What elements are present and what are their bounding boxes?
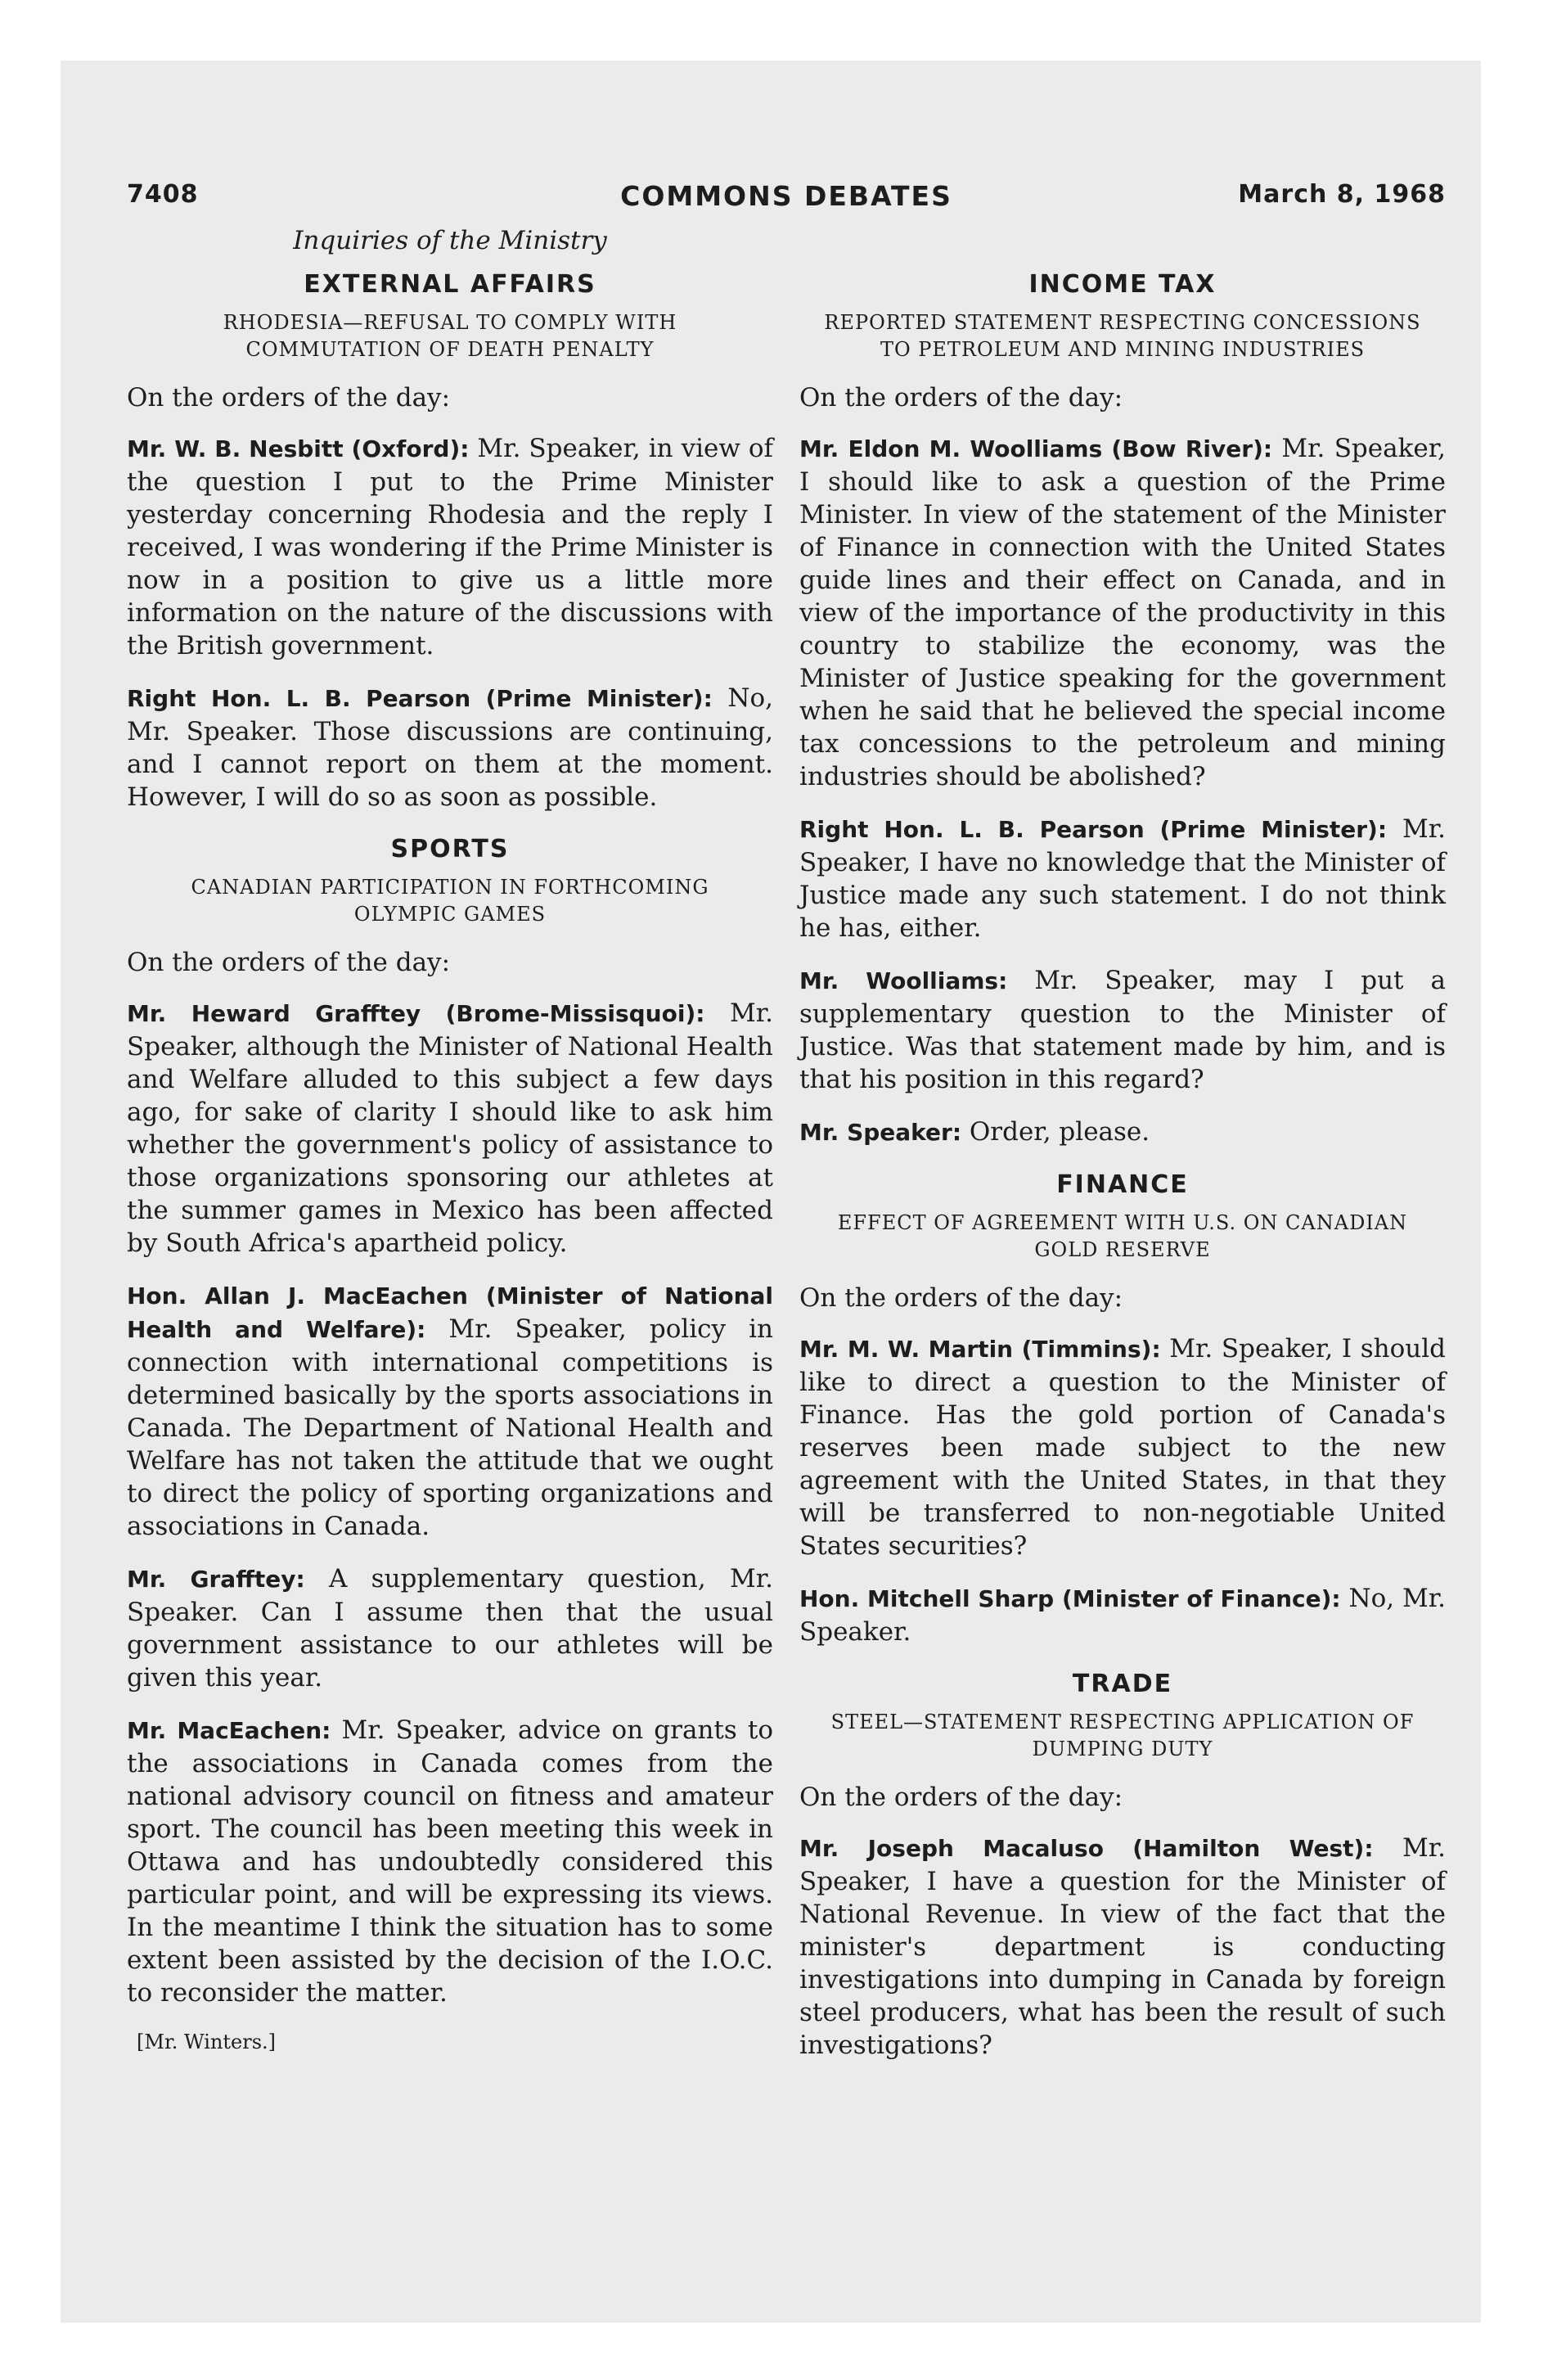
speech-text: Order, please. — [961, 1117, 1150, 1147]
speech-paragraph — [799, 1582, 1446, 1648]
speech-text: Mr. Speaker, may I put a supplementary question to the Minister of Justice. Was that statement made by him, and is that his position in this regard? — [799, 966, 1446, 1094]
speaker-name: Mr. M. W. Martin (Timmins): — [799, 1336, 1161, 1363]
speech-text: Mr. Speaker, I should like to direct a question to the Minister of Finance. Has the gold portion of Canada's reserves been made subject to the new agreement with the United States, in that they will be transferred to non-negotiable United States securities? — [799, 1334, 1446, 1561]
issue-date: March 8, 1968 — [1238, 180, 1446, 209]
speech-text: Mr. Speaker, in view of the question I put to the Prime Minister yesterday concerning Rhodesia and the reply I received, I was wondering if the Prime Minister is now in a position to give us a little more information on the nature of the discussions with the British government. — [127, 434, 773, 660]
speech-text: Mr. Speaker, I have a question for the Minister of National Revenue. In view of the fact that the minister's department is conducting investigations into dumping in Canada by foreign steel producers, what has been the result of such investigations? — [799, 1833, 1446, 2060]
speech-paragraph — [127, 997, 773, 1260]
speech-paragraph — [127, 432, 773, 662]
speech-text: Mr. Speaker, policy in connection with international competitions is determined basically by the sports associations in Canada. The Department of National Health and Welfare has not taken the attitude that we ought to direct the policy of sporting organizations and associations in Canada. — [127, 1314, 773, 1541]
speaker-name: Mr. Grafftey: — [127, 1566, 305, 1593]
journal-title: COMMONS DEBATES — [620, 180, 952, 212]
speech-paragraph — [799, 964, 1446, 1096]
speech-paragraph — [127, 1279, 773, 1543]
speech-paragraph — [799, 1332, 1446, 1562]
speech-text: Mr. Speaker, I should like to ask a question of the Prime Minister. In view of the statement of the Minister of Finance in connection with the United States guide lines and their effect on Canada, and in view of the importance of the productivity in this country to stabilize the economy, was the Minister of Justice speaking for the government when he said that he believed the special income tax concessions to the petroleum and mining industries should be abolished? — [799, 434, 1446, 791]
right-column — [799, 223, 1446, 2081]
speech-text: Mr. Speaker, advice on grants to the associations in Canada comes from the national advisory council on fitness and amateur sport. The council has been meeting this week in Ottawa and has undoubtedly considered this particular point, and will be expressing its views. In the meantime I think the situation has to some extent been assisted by the decision of the I.O.C. to reconsider the matter. — [127, 1715, 773, 2008]
speech-text: Mr. Speaker, I have no knowledge that the Minister of Justice made any such statement. I do not think he has, either. — [799, 814, 1447, 943]
speech-paragraph — [799, 432, 1446, 793]
orders-of-the-day: On the orders of the day: — [799, 383, 1123, 412]
speech-text: No, Mr. Speaker. — [799, 1584, 1447, 1647]
section-heading-trade: TRADE — [1072, 1670, 1173, 1698]
speech-paragraph — [127, 1714, 773, 2009]
speaker-name: Hon. Allan J. MacEachen (Minister of National Health and Welfare): — [127, 1282, 773, 1343]
subheading-olympic-games: CANADIAN PARTICIPATION IN FORTHCOMING OLYMPIC GAMES — [191, 876, 709, 926]
footnote: [Mr. Winters.] — [137, 2031, 277, 2053]
orders-of-the-day: On the orders of the day: — [799, 1783, 1123, 1812]
orders-of-the-day: On the orders of the day: — [799, 1283, 1123, 1313]
speaker-name: Mr. Speaker: — [799, 1119, 962, 1146]
speaker-name: Right Hon. L. B. Pearson (Prime Minister): — [799, 816, 1388, 843]
speaker-name: Mr. MacEachen: — [127, 1717, 331, 1744]
speaker-name: Mr. Joseph Macaluso (Hamilton West): — [799, 1835, 1374, 1862]
speaker-name: Mr. Woolliams: — [799, 967, 1008, 994]
speaker-name: Mr. Eldon M. Woolliams (Bow River): — [799, 435, 1273, 462]
speech-paragraph — [799, 1832, 1446, 2062]
section-banner: Inquiries of the Ministry — [293, 226, 607, 255]
section-heading-finance: FINANCE — [1056, 1170, 1189, 1199]
section-heading-sports: SPORTS — [390, 835, 510, 863]
running-head — [127, 180, 1446, 221]
subheading-steel-dumping: STEEL—STATEMENT RESPECTING APPLICATION OF DUMPING DUTY — [830, 1711, 1415, 1760]
speaker-name: Hon. Mitchell Sharp (Minister of Finance): — [799, 1585, 1341, 1612]
section-heading-income-tax: INCOME TAX — [1028, 270, 1217, 299]
speech-text: A supplementary question, Mr. Speaker. Can I assume then that the usual government assistance to our athletes will be given this year. — [127, 1564, 773, 1693]
speaker-name: Right Hon. L. B. Pearson (Prime Minister): — [127, 685, 713, 712]
subheading-gold-reserve: EFFECT OF AGREEMENT WITH U.S. ON CANADIAN GOLD RESERVE — [837, 1211, 1408, 1261]
page-number: 7408 — [127, 180, 199, 209]
orders-of-the-day: On the orders of the day: — [127, 948, 451, 977]
section-heading-external-affairs: EXTERNAL AFFAIRS — [304, 270, 596, 299]
speech-paragraph — [127, 1562, 773, 1694]
speech-text: No, Mr. Speaker. Those discussions are continuing, and I cannot report on them at the moment. However, I will do so as soon as possible. — [127, 683, 774, 812]
speaker-name: Mr. W. B. Nesbitt (Oxford): — [127, 435, 470, 462]
speech-paragraph — [127, 682, 773, 814]
speech-paragraph — [799, 813, 1446, 944]
subheading-petroleum-mining: REPORTED STATEMENT RESPECTING CONCESSIONS TO PETROLEUM AND MINING INDUSTRIES — [824, 311, 1421, 361]
left-column — [127, 223, 773, 2055]
speech-paragraph — [799, 1116, 1446, 1149]
speaker-name: Mr. Heward Grafftey (Brome-Missisquoi): — [127, 1000, 705, 1027]
speech-text: Mr. Speaker, although the Minister of National Health and Welfare alluded to this subject a few days ago, for sake of clarity I should like to ask him whether the government's policy of assistance to those organizations sponsoring our athletes at the summer games in Mexico has been affected by South Africa's apartheid policy. — [127, 998, 773, 1258]
orders-of-the-day: On the orders of the day: — [127, 383, 451, 412]
subheading-rhodesia: RHODESIA—REFUSAL TO COMPLY WITH COMMUTATION OF DEATH PENALTY — [223, 311, 677, 361]
